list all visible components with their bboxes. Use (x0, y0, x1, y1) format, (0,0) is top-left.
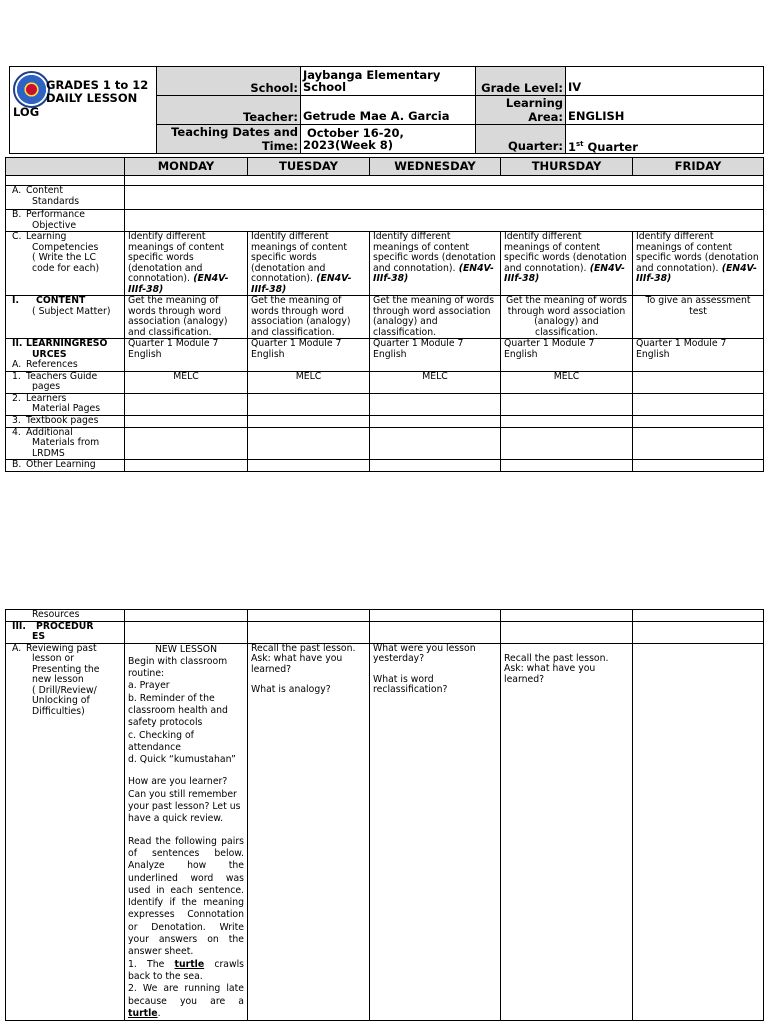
day-thursday: THURSDAY (501, 158, 633, 176)
resources-wednesday: Quarter 1 Module 7 English (370, 339, 501, 372)
lesson-table-page2 (5, 609, 764, 1021)
dll-title: GRADES 1 to 12 DAILY LESSON (46, 78, 149, 105)
content-wednesday: Get the meaning of words through word association (analogy) and classification. (370, 296, 501, 339)
quarter-label: Quarter: (476, 125, 566, 154)
reviewing-friday (633, 643, 764, 1021)
reviewing-label: A. Reviewing past lesson or Presenting the new lesson ( Drill/Review/ Unlocking of Difficulties) (6, 643, 125, 1021)
tg-monday: MELC (125, 371, 248, 393)
teachers-guide-row: 1. Teachers Guide pages MELC MELC MELC MELC (6, 371, 764, 393)
reviewing-monday: NEW LESSON Begin with classroom routine: a. Prayer b. Reminder of the classroom health and safety protocols c. Checking of attendance d. Quick “kumustahan” How are you learner? Can you still remember your past lesson? Let us have a quick review. Read the following pairs of sentences below. Analyze how the underlined word was used in each sentence. Identify if the meaning expresses Connotation or Denotation. Write your answers on the answer sheet. 1. The turtle crawls back to the sea. 2. We are running late because you are a turtle. (125, 643, 248, 1021)
learners-material-row: 2. Learners Material Pages (6, 393, 764, 415)
tg-friday (633, 371, 764, 393)
tg-wednesday: MELC (370, 371, 501, 393)
tg-tuesday: MELC (248, 371, 370, 393)
learning-area-value: ENGLISH (566, 96, 764, 125)
learning-resources-row: II. LEARNINGRESO URCES A. References Quarter 1 Module 7 English Quarter 1 Module 7 English Quarter 1 Module 7 English Quarter 1 Module 7 English Quarter 1 Module 7 English (6, 339, 764, 372)
header-logo-cell (10, 67, 157, 154)
teacher-label: Teacher: (157, 96, 301, 125)
competency-friday: Identify different meanings of content specific words (denotation and connotation). (EN4V-IIIf-38) (633, 232, 764, 296)
quarter-value: 1st Quarter (566, 125, 764, 154)
procedures-row: III. PROCEDUR ES (6, 621, 764, 643)
content-thursday: Get the meaning of words through word association (analogy) and classification. (501, 296, 633, 339)
resources-friday: Quarter 1 Module 7 English (633, 339, 764, 372)
competency-tuesday: Identify different meanings of content specific words (denotation and connotation). (EN4V-IIIf-38) (248, 232, 370, 296)
learning-area-label: Learning Area: (476, 96, 566, 125)
textbook-row: 3. Textbook pages (6, 415, 764, 427)
school-value: Jaybanga Elementary School (301, 67, 476, 96)
teaching-dates-value: October 16-20, 2023(Week 8) (301, 125, 476, 154)
reviewing-tuesday: Recall the past lesson. Ask: what have you learned? What is analogy? (248, 643, 370, 1021)
reviewing-wednesday: What were you lesson yesterday? What is word reclassification? (370, 643, 501, 1021)
competency-monday: Identify different meanings of content specific words (denotation and connotation). (EN4V-IIIf-38) (125, 232, 248, 296)
header-table (9, 66, 764, 154)
resources-tuesday: Quarter 1 Module 7 English (248, 339, 370, 372)
content-standards-row: A. Content Standards (6, 186, 764, 210)
competency-thursday: Identify different meanings of content specific words (denotation and connotation). (EN4V-IIIf-38) (501, 232, 633, 296)
day-friday: FRIDAY (633, 158, 764, 176)
grade-level-value: IV (566, 67, 764, 96)
tg-thursday: MELC (501, 371, 633, 393)
dll-title-log: LOG (13, 105, 40, 119)
grade-level-label: Grade Level: (476, 67, 566, 96)
days-header-row (6, 158, 764, 176)
resources-monday: Quarter 1 Module 7 English (125, 339, 248, 372)
school-label: School: (157, 67, 301, 96)
content-friday: To give an assessment test (633, 296, 764, 339)
content-monday: Get the meaning of words through word association (analogy) and classification. (125, 296, 248, 339)
day-tuesday: TUESDAY (248, 158, 370, 176)
resources-thursday: Quarter 1 Module 7 English (501, 339, 633, 372)
day-wednesday: WEDNESDAY (370, 158, 501, 176)
content-tuesday: Get the meaning of words through word association (analogy) and classification. (248, 296, 370, 339)
other-resources-row-bottom: Resources (6, 610, 764, 622)
lesson-table-page1 (5, 157, 764, 472)
reviewing-row (6, 643, 764, 1021)
other-resources-row-top: B. Other Learning (6, 460, 764, 472)
content-row: I. CONTENT ( Subject Matter) Get the meaning of words through word association (analogy) and classification. Get the meaning of words through word association (analogy) and classification. Get the meaning of words through word association (analogy) and classification. Get the meaning of words through word association (analogy) and classification. To give an assessment test (6, 296, 764, 339)
competency-wednesday: Identify different meanings of content specific words (denotation and connotation). (EN4V-IIIf-38) (370, 232, 501, 296)
competencies-row: C. Learning Competencies ( Write the LC code for each) Identify different meanings of content specific words (denotation and connotation). (EN4V-IIIf-38) Identify different meanings of content specific words (denotation and connotation). (EN4V-IIIf-38) Identify different meanings of content specific words (denotation and connotation). (EN4V-IIIf-38) Identify different meanings of content specific words (denotation and connotation). (EN4V-IIIf-38) Identify different meanings of content specific words (denotation and connotation). (EN4V-IIIf-38) (6, 232, 764, 296)
reviewing-thursday: Recall the past lesson. Ask: what have you learned? (501, 643, 633, 1021)
deped-seal-icon (13, 71, 50, 108)
additional-materials-row: 4. Additional Materials from LRDMS (6, 427, 764, 460)
teaching-dates-label: Teaching Dates and Time: (157, 125, 301, 154)
performance-row: B. Performance Objective (6, 210, 764, 232)
teacher-value: Getrude Mae A. Garcia (301, 96, 476, 125)
day-monday: MONDAY (125, 158, 248, 176)
